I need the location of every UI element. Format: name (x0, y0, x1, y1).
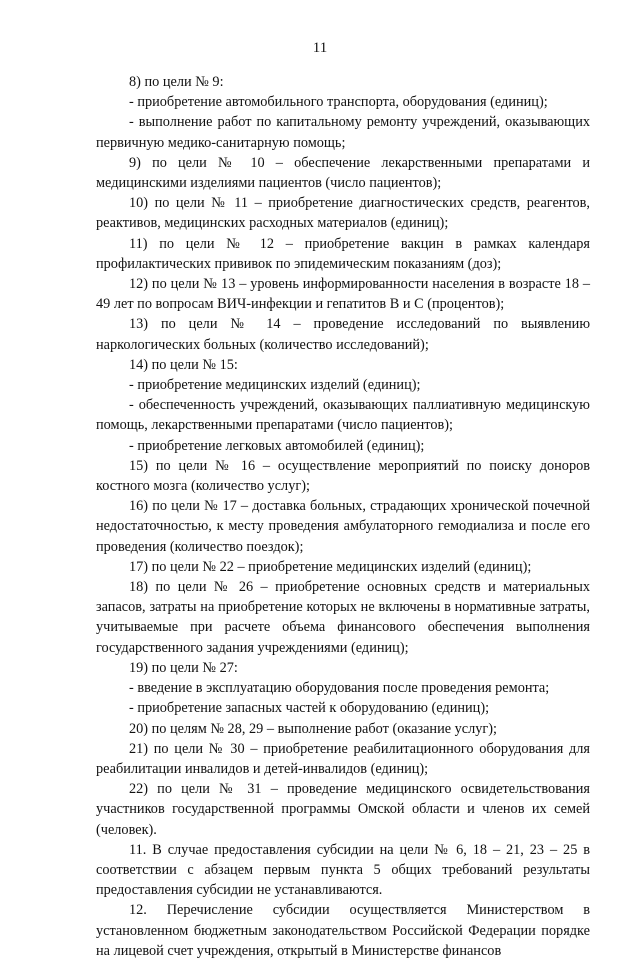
paragraph-item-21: 21) по цели № 30 – приобретение реабилитационного оборудования для реабилитации инвалидов и детей-инвалидов (единиц); (96, 740, 590, 777)
paragraph-item-14: 14) по цели № 15: (129, 356, 238, 373)
paragraph-bullet: - приобретение автомобильного транспорта, оборудования (единиц); (129, 94, 548, 111)
paragraph-bullet: - приобретение легковых автомобилей (единиц); (129, 437, 425, 454)
paragraph-item-19: 19) по цели № 27: (129, 659, 238, 676)
paragraph-item-18: 18) по цели № 26 – приобретение основных средств и материальных запасов, затраты на приобретение которых не включены в нормативные затраты, учитываемые при расчете объема финансового обеспечения выполнения государственного задания учреждениями (единиц); (96, 579, 590, 656)
paragraph-item-16: 16) по цели № 17 – доставка больных, страдающих хронической почечной недостаточностью, к месту проведения амбулаторного гемодиализа и после его проведения (количество поездок); (96, 498, 590, 555)
paragraph-bullet: - введение в эксплуатацию оборудования после проведения ремонта; (129, 680, 550, 697)
paragraph-item-15: 15) по цели № 16 – осуществление мероприятий по поиску доноров костного мозга (количество услуг); (96, 457, 590, 495)
paragraph-item-20: 20) по целям № 28, 29 – выполнение работ (оказание услуг); (129, 720, 498, 737)
paragraph-item-8: 8) по цели № 9: (129, 74, 224, 90)
paragraph-item-13: 13) по цели № 14 – проведение исследований по выявлению наркологических больных (количество исследований); (96, 316, 590, 353)
paragraph-item-22: 22) по цели № 31 – проведение медицинского освидетельствования участников государственной программы Омской области и членов их семей (человек). (96, 781, 590, 838)
paragraph-bullet: - выполнение работ по капитальному ремонту учреждений, оказывающих первичную медико-санитарную помощь; (96, 114, 590, 151)
paragraph-item-11: 11) по цели № 12 – приобретение вакцин в рамках календаря профилактических прививок по эпидемическим показаниям (доз); (96, 235, 590, 272)
paragraph-bullet: - обеспеченность учреждений, оказывающих паллиативную медицинскую помощь, лекарственными препаратами (число пациентов); (96, 397, 590, 434)
paragraph-item-12: 12) по цели № 13 – уровень информированности населения в возрасте 18 – 49 лет по вопросам ВИЧ-инфекции и гепатитов В и С (процентов); (96, 276, 590, 313)
paragraph-clause-11: 11. В случае предоставления субсидии на цели № 6, 18 – 21, 23 – 25 в соответствии с абзацем первым пункта 5 общих требований результаты предоставления субсидии не устанавливаются. (96, 841, 590, 899)
page-number: 11 (312, 40, 328, 56)
paragraph-item-9: 9) по цели № 10 – обеспечение лекарственными препаратами и медицинскими изделиями пациентов (число пациентов); (96, 154, 590, 192)
document-body (96, 72, 590, 961)
paragraph-item-10: 10) по цели № 11 – приобретение диагностических средств, реагентов, реактивов, медицинских расходных материалов (единиц); (96, 195, 590, 232)
paragraph-clause-12: 12. Перечисление субсидии осуществляется Министерством в установленном бюджетным законодательством Российской Федерации порядке на лицевой счет учреждения, открытый в Министерстве финансов (96, 902, 590, 959)
paragraph-item-17: 17) по цели № 22 – приобретение медицинских изделий (единиц); (129, 558, 532, 575)
paragraph-bullet: - приобретение запасных частей к оборудованию (единиц); (129, 700, 490, 717)
paragraph-bullet: - приобретение медицинских изделий (единиц); (129, 377, 421, 394)
